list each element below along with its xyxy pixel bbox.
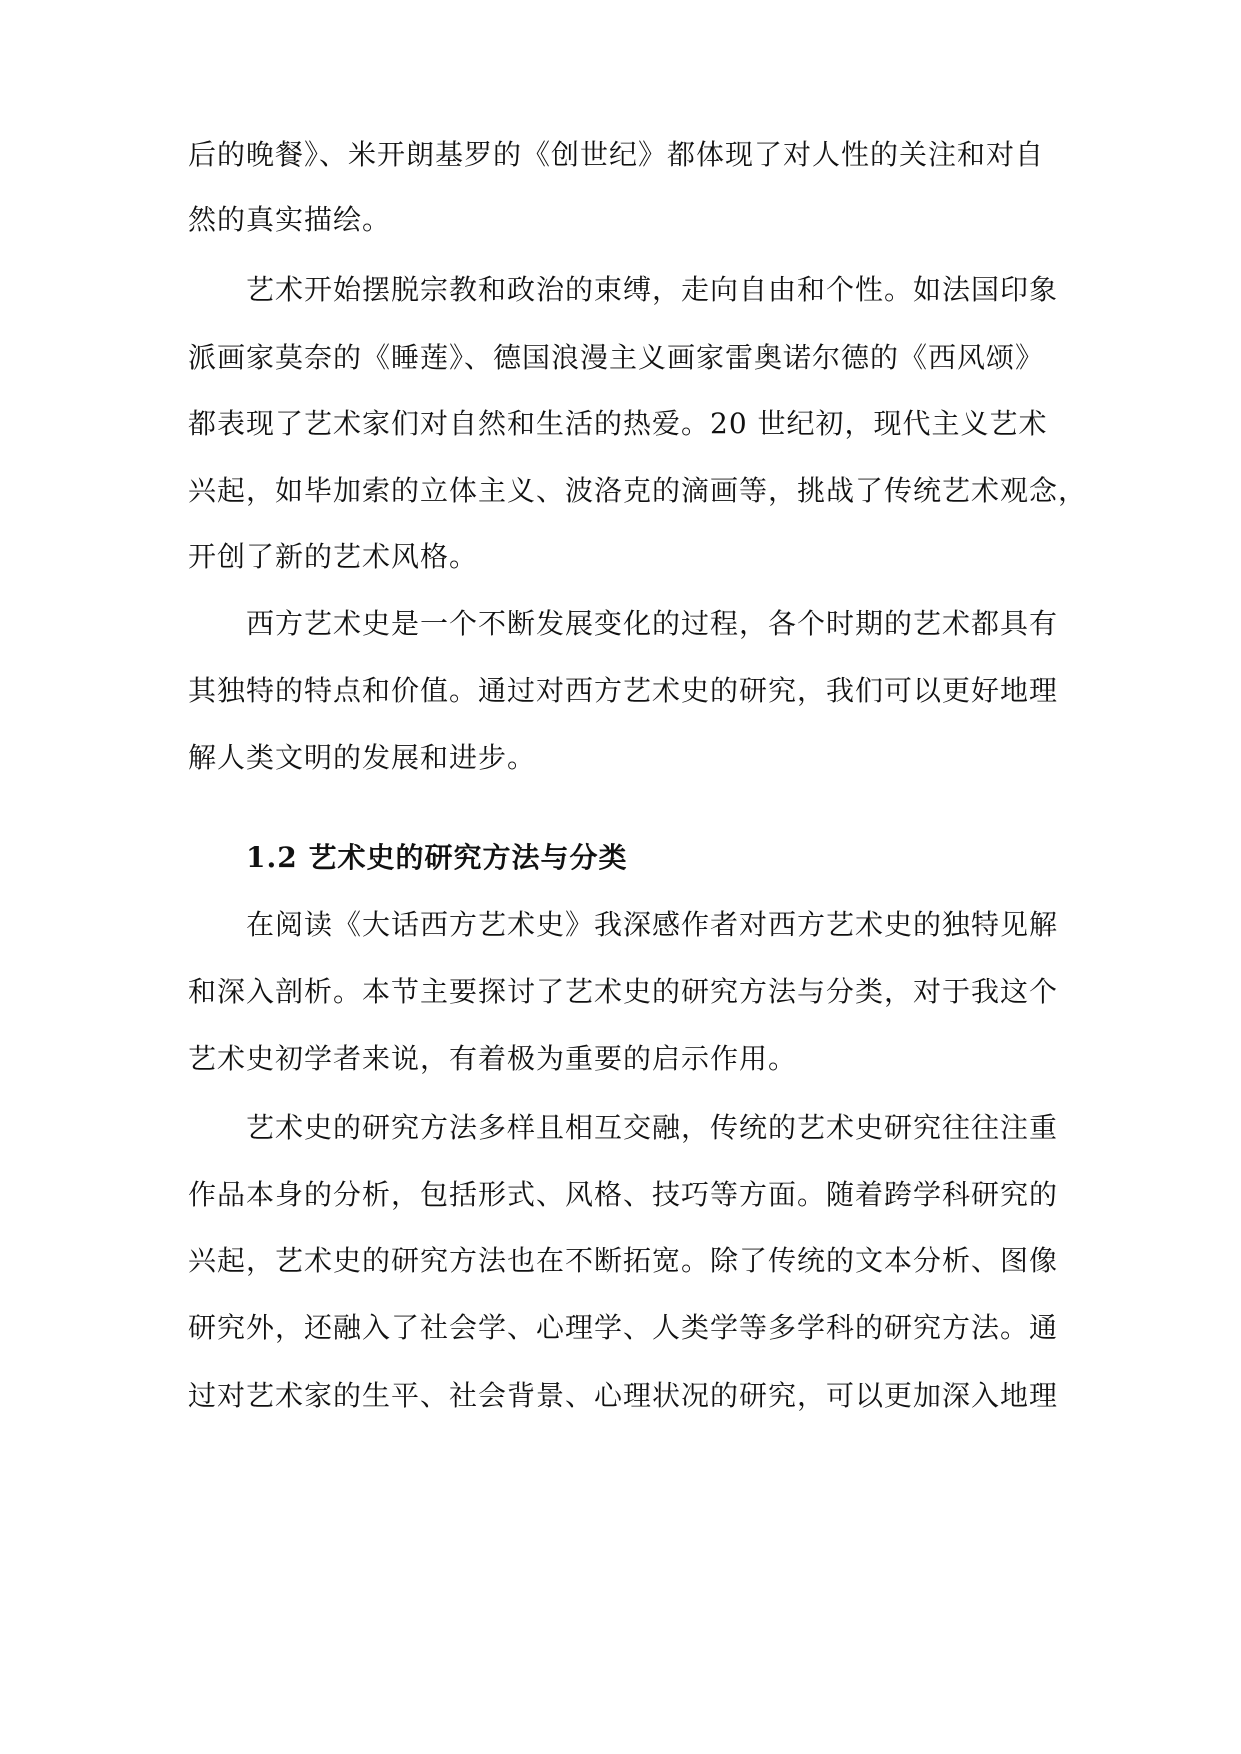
- paragraph-line: 艺术开始摆脱宗教和政治的束缚，走向自由和个性。如法国印象: [246, 273, 1059, 306]
- paragraph-line: 艺术史初学者来说，有着极为重要的启示作用。: [188, 1042, 798, 1075]
- paragraph-line: 作品本身的分析，包括形式、风格、技巧等方面。随着跨学科研究的: [188, 1178, 1059, 1211]
- section-heading: 1.2 艺术史的研究方法与分类: [246, 841, 628, 874]
- paragraph-line: 解人类文明的发展和进步。: [188, 741, 537, 774]
- paragraph-line: 然的真实描绘。: [188, 203, 392, 236]
- paragraph-line: 后的晚餐》、米开朗基罗的《创世纪》都体现了对人性的关注和对自: [188, 138, 1045, 171]
- paragraph-line: 都表现了艺术家们对自然和生活的热爱。20 世纪初，现代主义艺术: [188, 407, 1048, 440]
- paragraph-line: 在阅读《大话西方艺术史》我深感作者对西方艺术史的独特见解: [246, 908, 1059, 941]
- paragraph-line: 兴起，艺术史的研究方法也在不断拓宽。除了传统的文本分析、图像: [188, 1244, 1059, 1277]
- paragraph-line: 其独特的特点和价值。通过对西方艺术史的研究，我们可以更好地理: [188, 674, 1059, 707]
- paragraph-line: 开创了新的艺术风格。: [188, 540, 479, 573]
- paragraph-line: 和深入剖析。本节主要探讨了艺术史的研究方法与分类，对于我这个: [188, 975, 1059, 1008]
- paragraph-line: 过对艺术家的生平、社会背景、心理状况的研究，可以更加深入地理: [188, 1379, 1059, 1412]
- paragraph-line: 兴起，如毕加索的立体主义、波洛克的滴画等，挑战了传统艺术观念，: [188, 474, 1088, 507]
- paragraph-line: 艺术史的研究方法多样且相互交融，传统的艺术史研究往往注重: [246, 1111, 1059, 1144]
- paragraph-line: 西方艺术史是一个不断发展变化的过程，各个时期的艺术都具有: [246, 607, 1059, 640]
- paragraph-line: 派画家莫奈的《睡莲》、德国浪漫主义画家雷奥诺尔德的《西风颂》: [188, 341, 1045, 374]
- paragraph-line: 研究外，还融入了社会学、心理学、人类学等多学科的研究方法。通: [188, 1311, 1059, 1344]
